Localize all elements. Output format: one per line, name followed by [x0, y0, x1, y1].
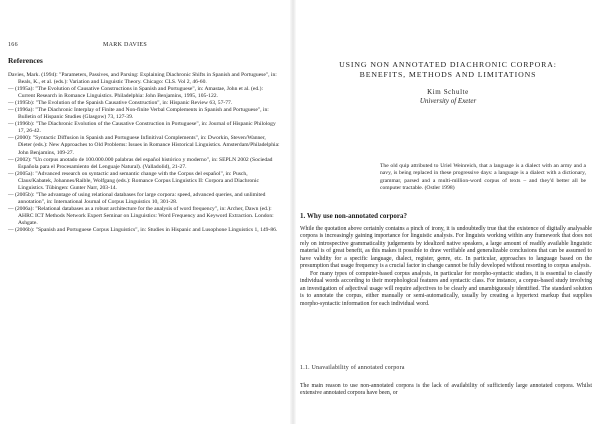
author-affiliation: University of Exeter: [419, 97, 477, 105]
reference-entry: — (2002): "Un corpus anotado de 100.000.000 palabras del español histórico y moderno", in: SEPLN 2002 (Sociedad Española para el Procesamiento del Lenguaje Natural). (Valladolid), 21-27.: [8, 156, 273, 170]
references-heading: References: [8, 56, 43, 65]
reference-entry: — (2000): "Syntactic Diffusion in Spanish and Portuguese Infinitival Complements", in: Dworkin, Steven/Wanner, Dieter (eds.): New Approaches to Old Problems: Issues in Romance Historical Linguistics. Amsterdam/Philadelphia: John Benjamins, 109-27.: [8, 135, 280, 156]
references-list: [8, 72, 280, 234]
reference-entry: — (2006a): "Relational databases as a robust architecture for the analysis of word frequency", in: Archer, Dawn (ed.): AHRC ICT Methods Network Expert Seminar on Linguistics: Word Frequency and Keyword Extraction. London: Ashgate.: [8, 205, 274, 226]
article-title-line-2: BENEFITS, METHODS AND LIMITATIONS: [359, 70, 537, 79]
reference-entry: — (2005b): "The advantage of using relational databases for large corpora: speed, advanced queries, and unlimited annotation", in: International Journal of Corpus Linguistics 10, 301-28.: [8, 191, 266, 205]
page-number: 166: [8, 42, 18, 48]
author-name: Kim Schulte: [427, 88, 469, 96]
left-page: [0, 0, 290, 424]
reference-entry: — (1995b): "The Evolution of the Spanish Causative Construction", in: Hispanic Review 63, 57-77.: [8, 100, 233, 107]
section-body: [300, 226, 592, 308]
right-page: [296, 0, 600, 424]
reference-entry: — (2006b): "Spanish and Portuguese Corpus Linguistics", in: Studies in Hispanic and Lusophone Linguistics 1, 149-86.: [8, 227, 278, 234]
body-paragraph: The main reason to use non-annotated corpora is the lack of availability of sufficiently large annotated corpora. Whilst extensive annotated corpora have been, or: [300, 383, 592, 397]
section-heading: 1. Why use non-annotated corpora?: [300, 212, 408, 220]
reference-entry: — (2005a): "Advanced research on syntactic and semantic change with the Corpus del español", in: Pusch, Claus/Kabatek, Johannes/Raible, Wolfgang (eds.): Romance Corpus Linguistics II: Corpora and Diachronic Linguistics. Tübingen: Gunter Narr, 203-14.: [8, 170, 260, 191]
reference-entry: Davies, Mark. (1994): "Parameters, Passives, and Parsing: Explaining Diachronic Shifts in Spanish and Portuguese", in: Beals, K., et al. (eds.): Variation and Linguistic Theory. Chicago: CLS. Vol 2, 46-60.: [8, 72, 277, 86]
reference-entry: — (1995a): "The Evolution of Causative Constructions in Spanish and Portuguese", in: Amastae, John et al. (ed.): Current Research in Romance Linguistics. Philadelphia: John Benjamins, 1995, 105-122.: [8, 86, 264, 100]
article-title-line-1: USING NON ANNOTATED DIACHRONIC CORPORA:: [339, 60, 557, 69]
article-title: [296, 60, 600, 80]
running-head-title: MARK DAVIES: [103, 42, 148, 48]
reference-entry: — (1996a): "The Diachronic Interplay of Finite and Non-finite Verbal Complements in Spanish and Portuguese", in: Bulletin of Hispanic Studies (Glasgow) 73, 127-39.: [8, 107, 269, 121]
reference-entry: — (1996b): "The Diachronic Evolution of the Causative Construction in Portuguese", in: Journal of Hispanic Philology 17, 26-42.: [8, 121, 276, 135]
subsection-body: [300, 383, 592, 398]
body-paragraph: For many types of computer-based corpus analysis, in particular for morpho-syntactic studies, it is essential to classify individual words according to their morphological features and syntactic class. For instance, a corpus-based study involving an investigation of adjectival usage will require adjectives to be clearly and unambiguously identified. The standard solution is to annotate the corpus, either manually or semi-automatically, usually by creating a hypertext markup that supplies morpho-syntactic information for each individual word.: [300, 270, 592, 307]
subsection-heading: 1.1. Unavailability of annotated corpora: [300, 365, 405, 371]
body-paragraph: While the quotation above certainly contains a pinch of irony, it is undoubtedly true that the existence of digitally analysable corpora is increasingly gaining importance for linguistic analysis. For linguists working within any framework that does not rely on introspective grammaticality judgements by idealized native speakers, a large amount of readily available linguistic material is of great benefit, as this makes it possible to draw verifiable and generalizable conclusions that can be assumed to have validity for a specific language, dialect, register, genre, etc. In particular, approaches to language based on the presumption that usage frequency is a crucial factor in change cannot be fully developed without resorting to corpus analysis.: [300, 226, 592, 270]
epigraph: The old quip attributed to Uriel Weinreich, that a language is a dialect with an army and a navy, is being replaced in these progressive days: a language is a dialect with a dictionary, grammar, parsed and a multi-million-word corpus of texts – and they'd better all be computer tractable. (Ostler 1998): [380, 163, 586, 191]
